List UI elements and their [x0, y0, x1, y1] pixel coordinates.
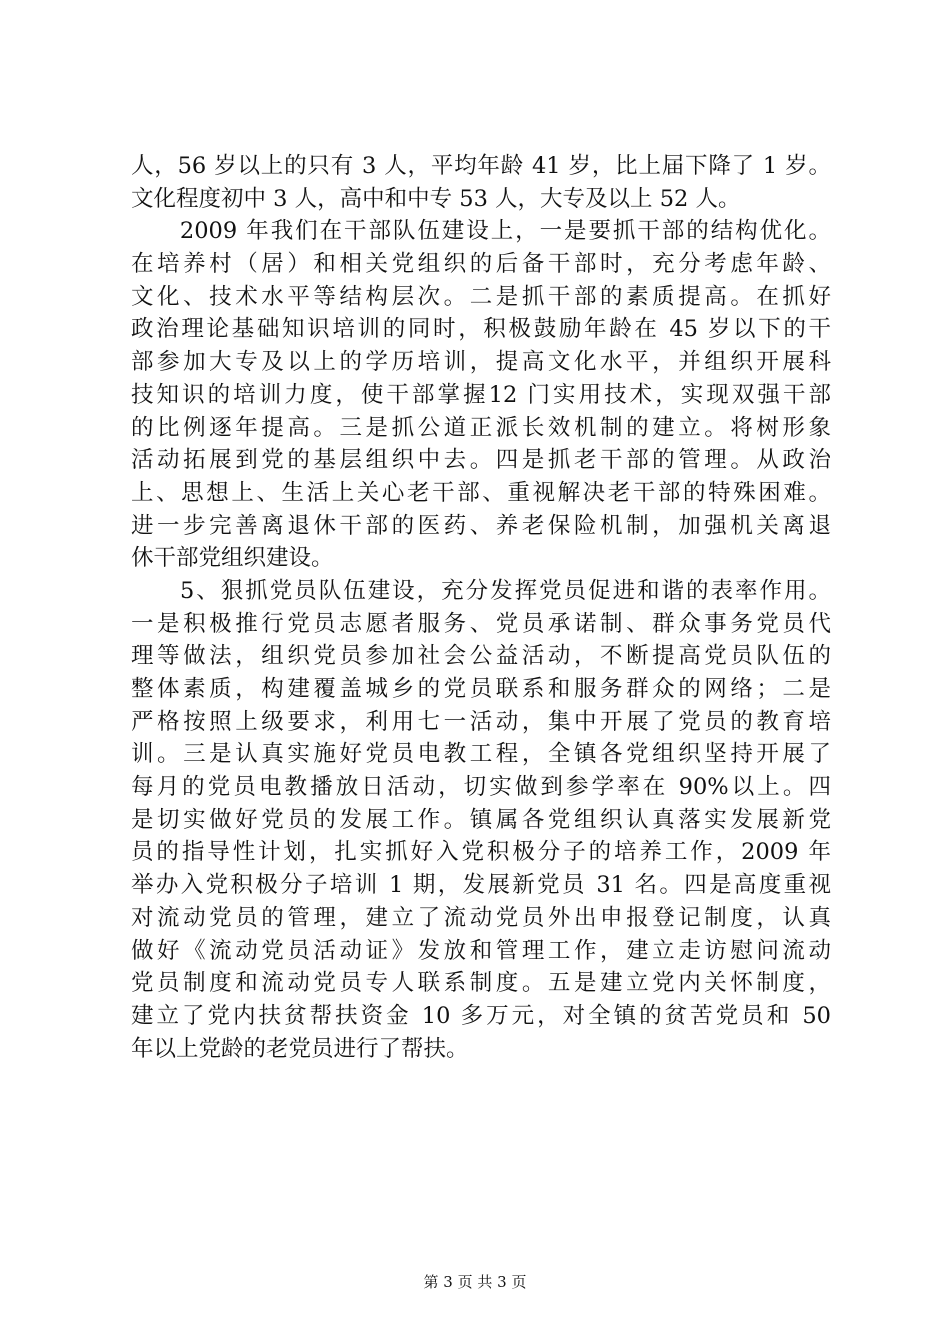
text-line: 文化程度初中 3 人，高中和中专 53 人，大专及以上 52 人。 [131, 185, 741, 212]
text-line: 年以上党龄的老党员进行了帮扶。 [131, 1035, 469, 1062]
text-line: 是切实做好党员的发展工作。镇属各党组织认真落实发展新党 [131, 806, 831, 833]
body-text [131, 150, 831, 1065]
paragraph [131, 150, 831, 215]
text-line: 2009 年我们在干部队伍建设上，一是要抓干部的结构优化。 [131, 218, 831, 245]
text-line: 党员制度和流动党员专人联系制度。五是建立党内关怀制度， [131, 970, 831, 997]
text-line: 训。三是认真实施好党员电教工程，全镇各党组织坚持开展了 [131, 741, 831, 768]
text-line: 举办入党积极分子培训 1 期，发展新党员 31 名。四是高度重视 [131, 872, 831, 899]
text-line: 人，56 岁以上的只有 3 人，平均年龄 41 岁，比上届下降了 1 岁。 [131, 153, 831, 179]
text-line: 政治理论基础知识培训的同时，积极鼓励年龄在 45 岁以下的干 [131, 316, 831, 343]
text-line: 建立了党内扶贫帮扶资金 10 多万元，对全镇的贫苦党员和 50 [131, 1002, 831, 1029]
text-line: 活动拓展到党的基层组织中去。四是抓老干部的管理。从政治 [131, 447, 831, 474]
text-line: 休干部党组织建设。 [131, 545, 334, 572]
text-line: 技知识的培训力度，使干部掌握12 门实用技术，实现双强干部 [131, 381, 831, 408]
text-line: 理等做法，组织党员参加社会公益活动，不断提高党员队伍的 [131, 643, 831, 670]
text-line: 上、思想上、生活上关心老干部、重视解决老干部的特殊困难。 [131, 479, 831, 506]
text-line: 整体素质，构建覆盖城乡的党员联系和服务群众的网络；二是 [131, 676, 831, 702]
text-line: 5、狠抓党员队伍建设，充分发挥党员促进和谐的表率作用。 [131, 577, 831, 604]
page-footer: 第 3 页 共 3 页 [423, 1273, 527, 1291]
text-line: 部参加大专及以上的学历培训，提高文化水平，并组织开展科 [131, 349, 831, 376]
paragraph [131, 575, 831, 1065]
text-line: 每月的党员电教播放日活动，切实做到参学率在 90%以上。四 [131, 774, 831, 801]
text-line: 文化、技术水平等结构层次。二是抓干部的素质提高。在抓好 [131, 283, 831, 310]
paragraph [131, 215, 831, 575]
text-line: 员的指导性计划，扎实抓好入党积极分子的培养工作，2009 年 [131, 839, 831, 866]
text-line: 一是积极推行党员志愿者服务、党员承诺制、群众事务党员代 [131, 610, 831, 637]
text-line: 对流动党员的管理，建立了流动党员外出申报登记制度，认真 [131, 904, 831, 931]
text-line: 进一步完善离退休干部的医药、养老保险机制，加强机关离退 [131, 512, 831, 539]
text-line: 做好《流动党员活动证》发放和管理工作，建立走访慰问流动 [131, 937, 831, 964]
text-line: 在培养村（居）和相关党组织的后备干部时，充分考虑年龄、 [131, 251, 831, 278]
text-line: 严格按照上级要求，利用七一活动，集中开展了党员的教育培 [131, 708, 831, 735]
text-line: 的比例逐年提高。三是抓公道正派长效机制的建立。将树形象 [131, 414, 831, 441]
